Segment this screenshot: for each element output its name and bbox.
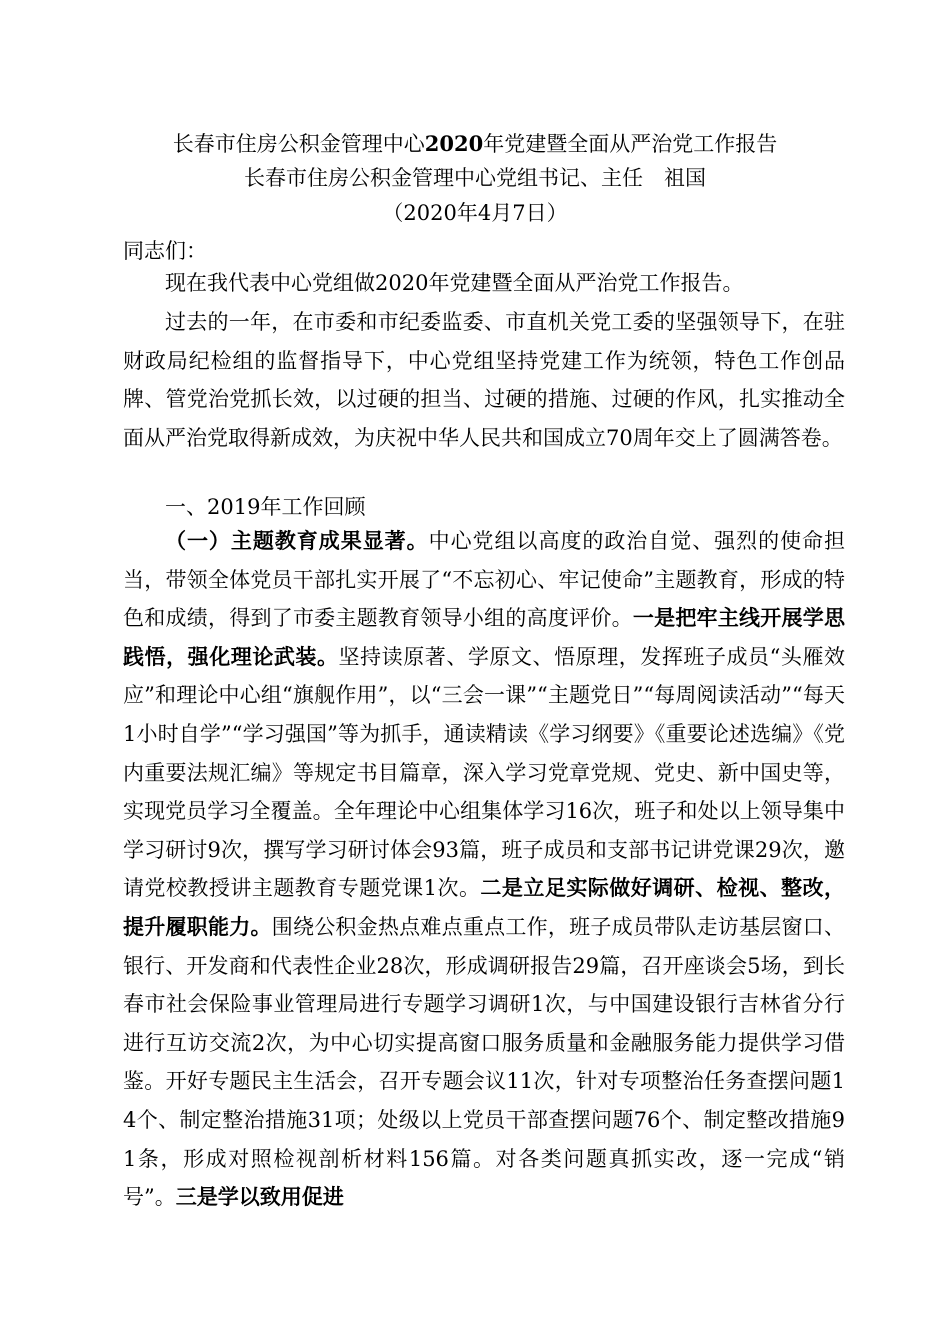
section-1-1-paragraph [123, 522, 845, 1217]
greeting: 同志们： [123, 239, 207, 263]
overview-paragraph: 过去的一年，在市委和市纪委监委、市直机关党工委的坚强领导下，在驻财政局纪检组的监督指导下，中心党组坚持党建工作为统领，特色工作创品牌、管党治党抓长效，以过硬的担当、过硬的措施、过硬的作风，扎实推动全面从严治党取得新成效，为庆祝中华人民共和国成立70周年交上了圆满答卷。 [123, 310, 845, 450]
title-year: 2020 [424, 131, 484, 156]
paragraph-text: 围绕公积金热点难点重点工作，班子成员带队走访基层窗口、银行、开发商和代表性企业28次，形成调研报告29篇，召开座谈会5场，到长春市社会保险事业管理局进行专题学习调研1次，与中国建设银行吉林省分行进行互访交流2次，为中心切实提高窗口服务质量和金融服务能力提供学习借鉴。开好专题民主生活会，召开专题会议11次，针对专项整治任务查摆问题14个、制定整治措施31项；处级以上党员干部查摆问题76个、制定整改措施91条，形成对照检视剖析材料156篇。对各类问题真抓实改，逐一完成“销号”。 [123, 914, 846, 1210]
point-two-heading: 二是立足实际做好调研、检视、整改，提升履职能力。 [123, 875, 846, 939]
subsection-heading: （一）主题教育成果显著。 [165, 528, 429, 553]
title-part2: 年党建暨全面从严治党工作报告 [483, 132, 778, 156]
paragraph-text: 坚持读原著、学原文、悟原理，发挥班子成员“头雁效应”和理论中心组“旗舰作用”，以“三会一课”“主题党日”“每周阅读活动”“每天1小时自学”“学习强国”等为抓手，通读精读《学习纲要》《重要论述选编》《党内重要法规汇编》等规定书目篇章，深入学习党章党规、党史、新中国史等，实现党员学习全覆盖。全年理论中心组集体学习16次，班子和处以上领导集中学习研讨9次，撰写学习研讨体会93篇，班子成员和支部书记讲党课29次，邀请党校教授讲主题教育专题党课1次。 [123, 644, 846, 901]
intro-paragraph: 现在我代表中心党组做2020年党建暨全面从严治党工作报告。 [165, 271, 744, 295]
paragraph-text: 中心党组以高度的政治自觉、强烈的使命担当，带领全体党员干部扎实开展了“不忘初心、牢记使命”主题教育，形成的特色和成绩，得到了市委主题教育领导小组的高度评价。 [123, 529, 846, 631]
title-part1: 长春市住房公积金管理中心 [172, 132, 425, 156]
document-subtitle: 长春市住房公积金管理中心党组书记、主任 祖国 [244, 166, 706, 190]
section-heading: 一、2019年工作回顾 [165, 495, 366, 519]
point-one-heading: 一是把牢主线开展学思践悟，强化理论武装。 [123, 605, 846, 669]
point-three-heading: 三是学以致用促进 [175, 1184, 344, 1210]
document-date: （2020年4月7日） [382, 201, 568, 225]
